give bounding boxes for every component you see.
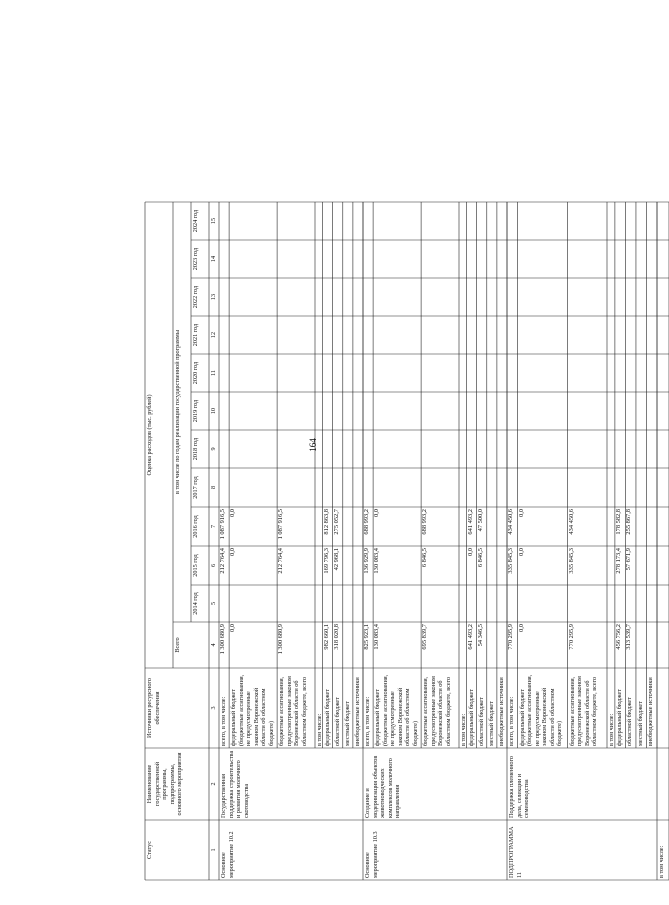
value-total: 770 295,9 (507, 624, 514, 650)
value-2016: 0,0 (229, 509, 237, 517)
value-2015 (343, 546, 351, 585)
value-total (646, 622, 654, 668)
value-total (343, 622, 351, 668)
value-2016 (353, 507, 361, 546)
value-total (353, 622, 361, 668)
value-2015 (636, 546, 644, 585)
footer-row-label: в том числе: (658, 845, 665, 878)
block-status: Основное мероприятие 10.2 (220, 831, 235, 878)
header-year: 2019 год (192, 399, 199, 423)
header-status: Статус (146, 841, 153, 859)
value-2016: 434 450,6 (507, 509, 514, 535)
column-number: 1 (210, 848, 217, 852)
header-year: 2014 год (192, 592, 199, 615)
header-year: 2021 год (192, 323, 199, 347)
value-2015: 130 083,4 (373, 548, 381, 574)
value-total: 1 300 680,9 (219, 624, 226, 655)
value-total: 0,0 (229, 624, 237, 632)
value-2016: 812 863,8 (322, 509, 330, 535)
block-name: Государственная поддержка строительства и развития молочного скотоводства (220, 750, 250, 818)
column-number: 12 (210, 331, 217, 339)
value-2016: 688 993,2 (421, 509, 429, 535)
value-2016: 434 450,6 (567, 509, 575, 535)
value-total: 318 020,8 (332, 624, 340, 650)
header-year: 2022 год (192, 285, 199, 309)
value-total: 982 660,1 (322, 624, 330, 650)
column-number: 6 (210, 563, 217, 568)
source-label: внебюджетные источники (353, 677, 361, 746)
value-total (607, 622, 615, 668)
value-total: 0,0 (517, 624, 525, 632)
value-2015: 169 796,3 (322, 548, 330, 574)
value-2015: 335 845,3 (567, 548, 575, 574)
value-total: 695 839,7 (421, 624, 429, 650)
value-total (636, 622, 644, 668)
budget-table (145, 120, 665, 880)
value-2016: 1 087 916,5 (277, 509, 285, 540)
source-label: всего, в том числе: (220, 696, 227, 746)
column-number: 2 (210, 782, 217, 786)
column-number: 14 (210, 255, 217, 263)
source-label: областной бюджет (626, 697, 634, 746)
source-label: в том числе: (460, 713, 467, 746)
header-by-years: в том числе по годам реализации государственной программы (174, 330, 181, 494)
source-label: в том числе: (608, 713, 615, 746)
value-2015: 42 968,1 (332, 548, 340, 571)
source-label: федеральный бюджет (323, 689, 331, 746)
value-2015: 212 764,4 (219, 548, 226, 574)
value-2016 (343, 507, 351, 546)
source-label: местный бюджет (487, 701, 495, 746)
value-2015: 136 929,9 (363, 548, 370, 574)
value-2015 (646, 546, 654, 585)
value-2016: 178 582,8 (614, 509, 622, 535)
source-label: в том числе: (316, 713, 323, 746)
header-name: Наименование государственной программы, подпрограммы, основного мероприятия (146, 752, 184, 816)
source-label: бюджетные ассигнования, предусмотренные законом Воронежской области об областном бюджете, всего (568, 676, 599, 746)
column-number: 3 (210, 706, 217, 710)
value-2016: 1 087 916,5 (219, 509, 226, 540)
value-2015: 0,0 (466, 548, 474, 556)
source-label: областной бюджет (333, 697, 341, 746)
value-2015: 0,0 (229, 548, 237, 556)
column-number: 9 (210, 447, 217, 451)
column-number: 11 (210, 370, 217, 376)
value-total (497, 622, 505, 668)
source-label: областной бюджет (477, 697, 485, 746)
value-2015: 335 845,3 (507, 548, 514, 574)
value-2016: 688 993,2 (363, 509, 370, 535)
value-2015 (353, 546, 361, 585)
column-number: 8 (210, 485, 217, 490)
page-number: 164 (307, 438, 318, 452)
value-2016 (487, 507, 495, 546)
block-name: Поддержка племенного дела, селекции и семеноводства (508, 755, 531, 818)
column-number: 5 (210, 601, 217, 606)
value-2015: 278 173,4 (614, 548, 622, 574)
header-year: 2017 год (192, 476, 199, 499)
source-label: всего, в том числе: (364, 696, 371, 746)
header-year: 2018 год (192, 437, 199, 461)
source-label: всего, в том числе: (508, 696, 515, 746)
source-label: федеральный бюджет (бюджетные ассигнования, не предусмотренные законом Воронежской области об областном бюджете) (518, 674, 564, 746)
value-2015: 0,0 (517, 548, 525, 556)
column-number: 15 (210, 217, 217, 225)
value-total: 54 346,5 (476, 624, 484, 647)
value-total: 313 539,7 (625, 624, 633, 650)
source-label: внебюджетные источники (647, 677, 655, 746)
value-2015: 6 846,5 (421, 548, 429, 568)
source-label: бюджетные ассигнования, предусмотренные законом Воронежской области об областном бюджете, всего (278, 676, 308, 746)
column-number: 10 (210, 407, 217, 415)
column-number: 13 (210, 293, 217, 301)
value-2015: 57 671,9 (625, 548, 633, 571)
value-2015: 6 846,5 (476, 548, 484, 568)
value-2016 (636, 507, 644, 546)
value-2016: 275 052,7 (332, 509, 340, 535)
source-label: местный бюджет (636, 701, 644, 746)
source-label: местный бюджет (343, 701, 351, 746)
value-2016: 0,0 (373, 509, 381, 517)
header-year: 2023 год (192, 247, 199, 271)
block-status: Основное мероприятие 10.3 (364, 831, 379, 878)
value-2016: 0,0 (517, 509, 525, 517)
source-label: внебюджетные источники (497, 677, 505, 746)
value-total: 825 923,1 (363, 624, 370, 650)
source-label: федеральный бюджет (бюджетные ассигнования, не предусмотренные законом Воронежской области об областном бюджете) (374, 674, 420, 746)
value-total: 641 493,2 (466, 624, 474, 650)
header-year: 2024 год (192, 209, 199, 233)
value-total: 770 295,9 (567, 624, 575, 650)
value-2015 (497, 546, 505, 585)
source-label: федеральный бюджет (бюджетные ассигнования, не предусмотренные законом Воронежской области об областном бюджете) (230, 674, 276, 746)
header-source: Источники ресурсного обеспечения (146, 678, 161, 738)
block-name: Создание и модернизация объектов животноводческих комплексов молочного направления (364, 755, 402, 818)
value-total: 1 300 680,9 (277, 624, 285, 655)
block-status: ПОДПРОГРАММА 11 (508, 826, 523, 878)
value-2016: 47 500,0 (476, 509, 484, 532)
source-label: федеральный бюджет (467, 689, 475, 746)
value-2016 (607, 507, 615, 546)
header-year: 2020 год (192, 361, 199, 385)
column-number: 4 (210, 643, 217, 647)
value-2015: 212 764,4 (277, 548, 285, 574)
value-2016 (497, 507, 505, 546)
source-label: федеральный бюджет (615, 689, 623, 746)
value-2015 (607, 546, 615, 585)
value-total: 456 756,2 (614, 624, 622, 650)
source-label: бюджетные ассигнования, предусмотренные законом Воронежской области об областном бюджете, всего (422, 676, 452, 746)
value-2016: 255 867,8 (625, 509, 633, 535)
column-number: 7 (210, 524, 217, 529)
header-year: 2015 год (192, 554, 199, 577)
header-total: Всего (174, 637, 181, 653)
header-estimate: Оценка расходов (тыс. рублей) (146, 394, 153, 476)
value-2016: 641 493,2 (466, 509, 474, 535)
value-2016 (646, 507, 654, 546)
header-year: 2016 год (192, 515, 199, 538)
value-total (487, 622, 495, 668)
value-total: 130 083,4 (373, 624, 381, 650)
value-2015 (487, 546, 495, 585)
